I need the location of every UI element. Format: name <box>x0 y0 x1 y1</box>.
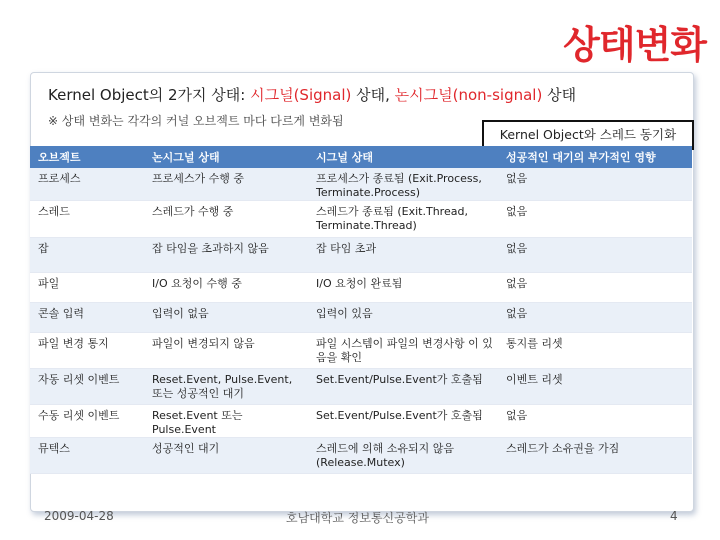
table-cell: Set.Event/Pulse.Event가 호출됨 <box>308 369 498 405</box>
table-row <box>30 201 692 238</box>
table-cell: Reset.Event, Pulse.Event, 또는 성공적인 대기 <box>144 369 308 405</box>
table-cell: 없음 <box>498 405 692 438</box>
table-row <box>30 303 692 333</box>
footer-page-number: 4 <box>670 509 678 523</box>
table-row <box>30 405 692 438</box>
table-cell: 없음 <box>498 201 692 238</box>
headline-part1: Kernel Object의 2가지 상태: <box>48 86 251 104</box>
table-cell: 없음 <box>498 303 692 333</box>
table-cell: Reset.Event 또는 Pulse.Event <box>144 405 308 438</box>
table-cell: 스레드에 의해 소유되지 않음 (Release.Mutex) <box>308 438 498 474</box>
table-cell: 수동 리셋 이벤트 <box>30 405 144 438</box>
table-cell: 없음 <box>498 273 692 303</box>
table-cell: 파일 시스템이 파일의 변경사항 이 있음을 확인 <box>308 333 498 369</box>
table-cell: 뮤텍스 <box>30 438 144 474</box>
header-nonsignal: 논시그널 상태 <box>144 146 308 168</box>
table-cell: 스레드가 수행 중 <box>144 201 308 238</box>
table-cell: 프로세스가 수행 중 <box>144 168 308 201</box>
table-cell: I/O 요청이 수행 중 <box>144 273 308 303</box>
table-cell: 스레드가 소유권을 가짐 <box>498 438 692 474</box>
table-cell: 통지를 리셋 <box>498 333 692 369</box>
table-row <box>30 238 692 273</box>
table-cell: I/O 요청이 완료됨 <box>308 273 498 303</box>
table-cell: 콘솔 입력 <box>30 303 144 333</box>
header-object: 오브젝트 <box>30 146 144 168</box>
table-cell: 없음 <box>498 238 692 273</box>
table-cell: 이벤트 리셋 <box>498 369 692 405</box>
table-cell: 잡 타임을 초과하지 않음 <box>144 238 308 273</box>
footer-date: 2009-04-28 <box>44 509 114 523</box>
table-cell: 프로세스가 종료됨 (Exit.Process, Terminate.Process) <box>308 168 498 201</box>
headline-signal: 시그널(Signal) <box>250 86 352 104</box>
slide-title: 상태변화 <box>563 23 706 67</box>
table-cell: 파일 <box>30 273 144 303</box>
table-cell: 파일 변경 통지 <box>30 333 144 369</box>
table-cell: 성공적인 대기 <box>144 438 308 474</box>
table-row <box>30 273 692 303</box>
table-cell: 스레드 <box>30 201 144 238</box>
headline-part3: 상태 <box>542 86 577 104</box>
table-cell: Set.Event/Pulse.Event가 호출됨 <box>308 405 498 438</box>
table-row <box>30 438 692 474</box>
headline-part2: 상태, <box>351 86 395 104</box>
table-row <box>30 168 692 201</box>
footer-organization: 호남대학교 정보통신공학과 <box>286 511 429 525</box>
table-cell: 프로세스 <box>30 168 144 201</box>
table-cell: 입력이 없음 <box>144 303 308 333</box>
table-cell: 없음 <box>498 168 692 201</box>
state-table <box>30 146 692 474</box>
callout-box: Kernel Object와 스레드 동기화 <box>482 120 694 150</box>
headline-nonsignal: 논시그널(non-signal) <box>394 86 543 104</box>
table-cell: 파일이 변경되지 않음 <box>144 333 308 369</box>
table-cell: 잡 <box>30 238 144 273</box>
note-text: ※ 상태 변화는 각각의 커널 오브젝트 마다 다르게 변화됨 <box>48 114 344 128</box>
table-row <box>30 369 692 405</box>
headline <box>48 84 576 105</box>
table-row <box>30 333 692 369</box>
header-side-effect: 성공적인 대기의 부가적인 영향 <box>498 146 692 168</box>
table-cell: 자동 리셋 이벤트 <box>30 369 144 405</box>
header-signal: 시그널 상태 <box>308 146 498 168</box>
table-cell: 입력이 있음 <box>308 303 498 333</box>
table-header-row <box>30 146 692 168</box>
table-cell: 잡 타임 초과 <box>308 238 498 273</box>
table-cell: 스레드가 종료됨 (Exit.Thread, Terminate.Thread) <box>308 201 498 238</box>
